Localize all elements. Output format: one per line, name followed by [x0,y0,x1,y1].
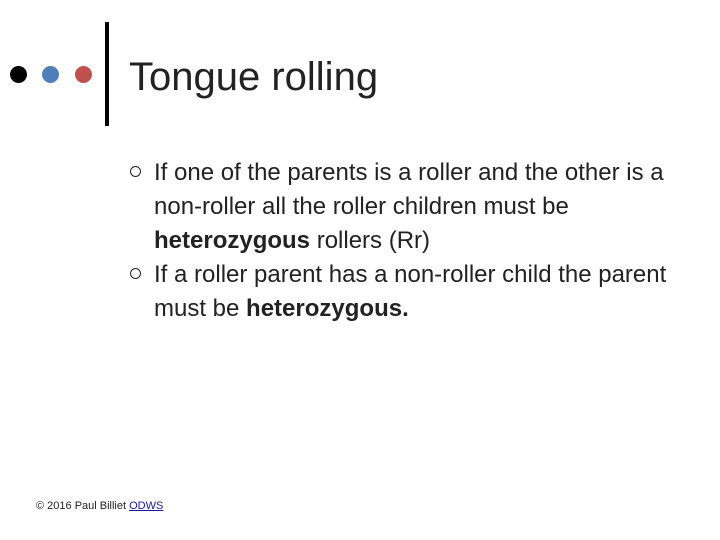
bullet-bold-term: heterozygous [154,227,311,254]
bullet-circle-icon [130,166,141,177]
bullet-circle-icon [130,268,141,279]
bullet-bold-term: heterozygous. [246,295,409,322]
decorative-dots [10,66,100,84]
blue-dot-icon [42,66,59,83]
black-dot-icon [10,66,27,83]
bullet-item [130,156,690,258]
red-dot-icon [75,66,92,83]
footer [36,499,163,513]
bullet-list [130,156,690,326]
title-divider-bar [105,22,109,126]
footer-copyright: © 2016 Paul Billiet [36,500,130,512]
bullet-text: If one of the parents is a roller and the other is a non-roller all the roller children must be [154,159,664,220]
slide-title: Tongue rolling [129,55,379,99]
bullet-item [130,258,690,326]
bullet-text: rollers (Rr) [310,227,431,254]
bullet-text: If a roller parent has a non-roller child the parent must be [154,261,667,322]
footer-link[interactable]: ODWS [129,500,164,512]
